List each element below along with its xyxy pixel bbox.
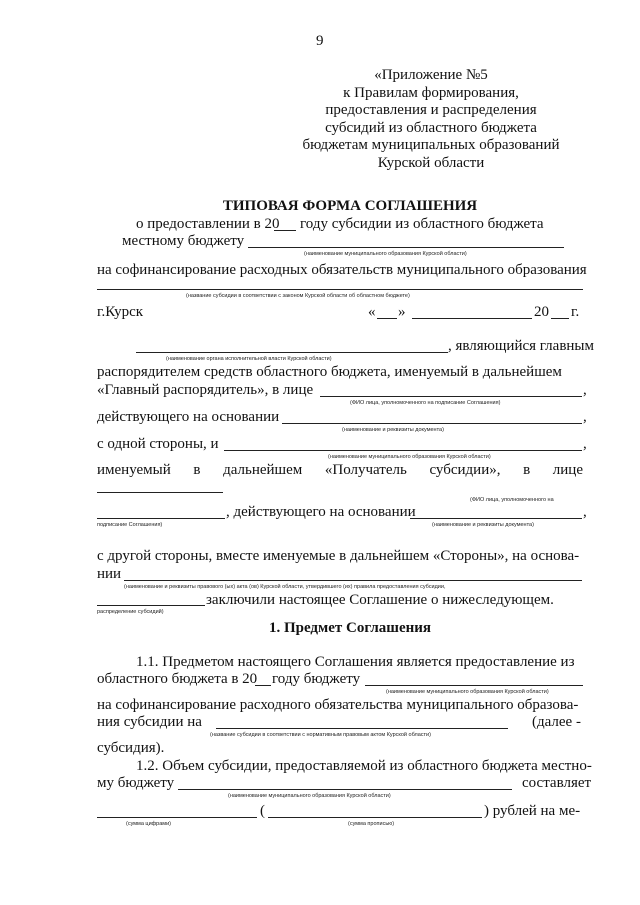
appendix-line: «Приложение №5 — [374, 67, 488, 83]
acting-basis: действующего на основании — [97, 409, 280, 425]
caption: (наименование и реквизиты документа) — [342, 427, 444, 433]
appendix-line: субсидий из областного бюджета — [325, 119, 537, 136]
basis-word: нии — [97, 566, 122, 582]
legal-act-blank[interactable] — [124, 580, 582, 581]
cofinancing-text: на софинансирование расходных обязательств муниципального образования — [97, 262, 587, 278]
s11-line1: 1.1. Предметом настоящего Соглашения является предоставление из — [136, 654, 575, 670]
s11-line2b: году бюджету — [272, 671, 361, 687]
caption: (ФИО лица, уполномоченного на подписание Соглашения) — [350, 400, 501, 406]
day-blank[interactable] — [377, 318, 397, 319]
caption: (наименование муниципального образования Курской области) — [228, 793, 391, 799]
appendix-line: к Правилам формирования, — [343, 84, 519, 101]
appendix-line: Курской области — [377, 154, 485, 171]
concluded: заключили настоящее Соглашение о нижеследующем. — [206, 592, 554, 608]
one-side: с одной стороны, и — [97, 436, 219, 452]
named-word: «Получатель — [324, 462, 407, 478]
caption: (наименование муниципального образования Курской области) — [304, 251, 467, 257]
caption: (сумма цифрами) — [126, 821, 171, 827]
s11-line2a: областного бюджета в 20 — [97, 671, 258, 687]
comma: , — [583, 382, 587, 398]
s12-line3b: ) рублей на ме- — [484, 803, 581, 819]
caption: (название субсидии в соответствии с законом Курской области об областном бюджете) — [186, 293, 410, 299]
year-blank[interactable] — [255, 685, 271, 686]
recipient-fio-blank[interactable] — [97, 518, 225, 519]
month-blank[interactable] — [412, 318, 532, 319]
appendix-header — [300, 67, 562, 172]
caption: распределение субсидий) — [97, 609, 164, 615]
named-line — [97, 462, 583, 479]
document-blank[interactable] — [282, 423, 582, 424]
distribution-blank[interactable] — [97, 605, 205, 606]
named-word: в — [523, 462, 531, 478]
municipal-name-blank[interactable] — [248, 247, 564, 248]
p1-line3: «Главный распорядитель», в лице — [97, 382, 314, 398]
appendix-line: предоставления и распределения — [325, 102, 537, 118]
municipal-name-blank[interactable] — [178, 789, 512, 790]
document-blank[interactable] — [410, 518, 582, 519]
organ-name-blank[interactable] — [136, 352, 448, 353]
municipal-name-blank[interactable] — [365, 685, 583, 686]
subsidy-name-blank[interactable] — [216, 728, 508, 729]
comma: , — [583, 504, 587, 520]
recipient-fio-blank[interactable] — [97, 492, 223, 493]
subtitle-part: году субсидии из областного бюджета — [300, 216, 544, 232]
page-number: 9 — [316, 33, 324, 49]
subtitle-local-budget: местному бюджету — [122, 233, 245, 249]
other-side: с другой стороны, вместе именуемые в дальнейшем «Стороны», на основа- — [97, 548, 580, 564]
caption: (наименование и реквизиты правового (ых) акта (ов) Курской области, утвердившего (их) правила предоставления субсидии, — [124, 584, 446, 590]
caption: (наименование и реквизиты документа) — [432, 522, 534, 528]
date-year-suffix: г. — [571, 304, 580, 320]
caption: (наименование муниципального образования Курской области) — [386, 689, 549, 695]
year-suffix-blank[interactable] — [551, 318, 569, 319]
date-quote-close: » — [398, 304, 406, 320]
named-word: именуемый — [97, 462, 171, 478]
caption: (ФИО лица, уполномоченного на — [470, 497, 554, 503]
fio-blank[interactable] — [320, 396, 582, 397]
document-title: ТИПОВАЯ ФОРМА СОГЛАШЕНИЯ — [222, 198, 478, 214]
s12-line1: 1.2. Объем субсидии, предоставляемой из областного бюджета местно- — [136, 758, 592, 774]
acting-basis-2: , действующего на основании — [226, 504, 416, 520]
sum-digits-blank[interactable] — [97, 817, 257, 818]
s12-line2a: му бюджету — [97, 775, 175, 791]
paren-open: ( — [260, 803, 265, 819]
date-quote-open: « — [368, 304, 376, 320]
s11-line4a: ния субсидии на — [97, 714, 202, 730]
caption: подписание Соглашения) — [97, 522, 163, 528]
named-word: лице — [552, 462, 583, 478]
sum-words-blank[interactable] — [268, 817, 482, 818]
caption: (наименование муниципального образования Курской области) — [328, 454, 491, 460]
s11-line4b: (далее - — [532, 714, 581, 730]
caption: (сумма прописью) — [348, 821, 395, 827]
named-word: дальнейшем — [223, 462, 303, 478]
caption: (название субсидии в соответствии с нормативным правовым актом Курской области) — [210, 732, 431, 738]
municipal-name-blank[interactable] — [224, 450, 582, 451]
s12-line2b: составляет — [522, 775, 592, 791]
named-word: субсидии», — [429, 462, 501, 478]
appendix-line: бюджетам муниципальных образований — [302, 137, 560, 153]
named-word: в — [193, 462, 201, 478]
comma: , — [583, 436, 587, 452]
subtitle-part: о предоставлении в 20 — [136, 216, 280, 232]
comma: , — [583, 409, 587, 425]
city: г.Курск — [97, 304, 144, 320]
caption: (наименование органа исполнительной власти Курской области) — [166, 356, 332, 362]
section-heading: 1. Предмет Соглашения — [268, 620, 432, 636]
year-blank[interactable] — [274, 230, 296, 231]
date-year-prefix: 20 — [534, 304, 549, 320]
subsidy-name-blank[interactable] — [97, 289, 583, 290]
p1-tail: , являющийся главным — [448, 338, 595, 354]
s11-line3: на софинансирование расходного обязательства муниципального образова- — [97, 697, 579, 713]
p1-line2: распорядителем средств областного бюджета, именуемый в дальнейшем — [97, 364, 562, 380]
s11-line5: субсидия). — [97, 740, 165, 756]
